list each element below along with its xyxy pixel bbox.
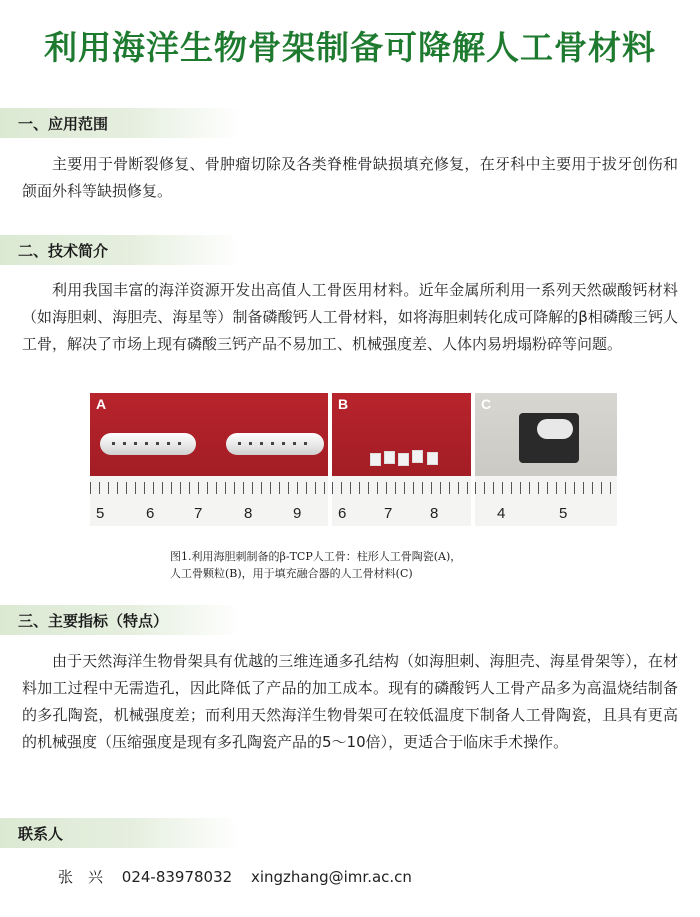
figure-panel-c [475,393,617,526]
figure-panel-a [90,393,328,526]
panel-label: B [338,396,349,412]
caption-line: 人工骨颗粒(B)，用于填充融合器的人工骨材料(C) [170,567,413,580]
granule [398,453,409,466]
ruler-number: 5 [96,505,105,522]
granule [384,451,395,464]
ruler [475,476,617,526]
ruler-number: 5 [559,505,568,522]
ruler-number: 8 [430,505,439,522]
contact-phone: 024-83978032 [121,868,233,886]
section-heading-label: 三、主要指标（特点） [18,611,169,630]
figure-photos [90,393,617,526]
ruler-number: 7 [194,505,203,522]
section-heading-label: 联系人 [18,824,64,843]
ruler-number: 6 [338,505,347,522]
technology-paragraph: 利用我国丰富的海洋资源开发出高值人工骨医用材料。近年金属所利用一系列天然碳酸钙材料（如海胆刺、海胆壳、海星等）制备磷酸钙人工骨材料，如将海胆刺转化成可降解的β相磷酸三钙人工骨，解决了市场上现有磷酸三钙产品不易加工、机械强度差、人体内易坍塌粉碎等问题。 [22,281,678,353]
contact-email[interactable]: xingzhang@imr.ac.cn [250,868,412,886]
section-heading-application [0,108,240,138]
section-heading-contact [0,818,240,848]
ceramic-rod [100,433,196,455]
figure-panel-b [332,393,471,526]
section-heading-label: 二、技术简介 [18,241,109,260]
section-heading-indicators [0,605,240,635]
ruler-number: 9 [293,505,302,522]
section-heading-label: 一、应用范围 [18,114,109,133]
ruler-number: 6 [146,505,155,522]
ruler-number: 8 [244,505,253,522]
ceramic-rod [226,433,324,455]
fusion-cage [519,413,579,463]
granule [427,452,438,465]
panel-label: C [481,396,492,412]
figure-caption [170,548,590,582]
contact-name: 张 兴 [58,868,104,886]
panel-label: A [96,396,107,412]
caption-line: 图1.利用海胆刺制备的β-TCP人工骨：柱形人工骨陶瓷(A)， [170,550,462,563]
application-paragraph: 主要用于骨断裂修复、骨肿瘤切除及各类脊椎骨缺损填充修复，在牙科中主要用于拔牙创伤和颌面外科等缺损修复。 [22,155,678,200]
section-heading-technology [0,235,240,265]
granule [370,453,381,466]
ruler-number: 4 [497,505,506,522]
ruler-number: 7 [384,505,393,522]
bone-material-fill [537,419,573,439]
indicators-paragraph: 由于天然海洋生物骨架具有优越的三维连通多孔结构（如海胆刺、海胆壳、海星骨架等），在材料加工过程中无需造孔，因此降低了产品的加工成本。现有的磷酸钙人工骨产品多为高温烧结制备的多孔陶瓷，机械强度差；而利用天然海洋生物骨架可在较低温度下制备人工骨陶瓷，且具有更高的机械强度（压缩强度是现有多孔陶瓷产品的5～10倍），更适合于临床手术操作。 [22,652,678,751]
granule [412,450,423,463]
page-title: 利用海洋生物骨架制备可降解人工骨材料 [44,28,656,67]
ruler [90,476,328,526]
contact-info [58,866,426,887]
ruler [332,476,471,526]
